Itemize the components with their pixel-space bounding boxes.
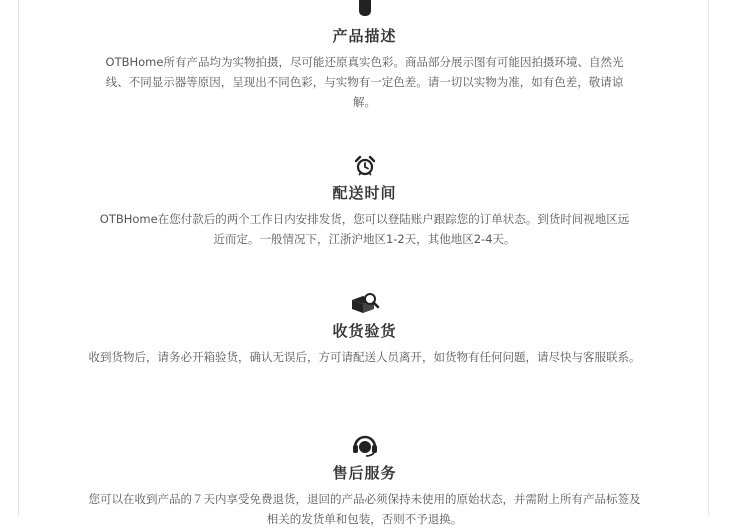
section-delivery-time bbox=[19, 155, 710, 249]
package-inspect-icon bbox=[350, 291, 380, 315]
headset-icon bbox=[351, 433, 379, 457]
section-description: 您可以在收到产品的７天内享受免费退货，退回的产品必须保持未使用的原始状态，并需附上所有产品标签及相关的发货单和包装，否则不予退换。 bbox=[88, 492, 641, 526]
content-frame bbox=[18, 0, 709, 526]
section-description: OTBHome在您付款后的两个工作日内安排发货，您可以登陆账户跟踪您的订单状态。到货时间视地区远近而定。一般情况下，江浙沪地区1-2天，其他地区2-4天。 bbox=[99, 212, 630, 246]
camera-shutter-icon bbox=[358, 0, 372, 20]
section-description: 收到货物后，请务必开箱验货，确认无误后，方可请配送人员离开，如货物有任何问题，请尽快与客服联系。 bbox=[88, 350, 641, 364]
section-title: 产品描述 bbox=[332, 27, 397, 45]
section-product-description bbox=[19, 0, 710, 112]
section-receiving-inspection bbox=[19, 291, 710, 367]
alarm-clock-icon bbox=[354, 155, 376, 177]
section-title: 配送时间 bbox=[332, 184, 397, 202]
section-description: OTBHome所有产品均为实物拍摄，尽可能还原真实色彩。商品部分展示图有可能因拍摄环境、自然光线、不同显示器等原因，呈现出不同色彩，与实物有一定色差。请一切以实物为准，如有色差，敬请谅解。 bbox=[105, 55, 624, 109]
section-title: 收货验货 bbox=[332, 322, 397, 340]
section-title: 售后服务 bbox=[332, 464, 397, 482]
